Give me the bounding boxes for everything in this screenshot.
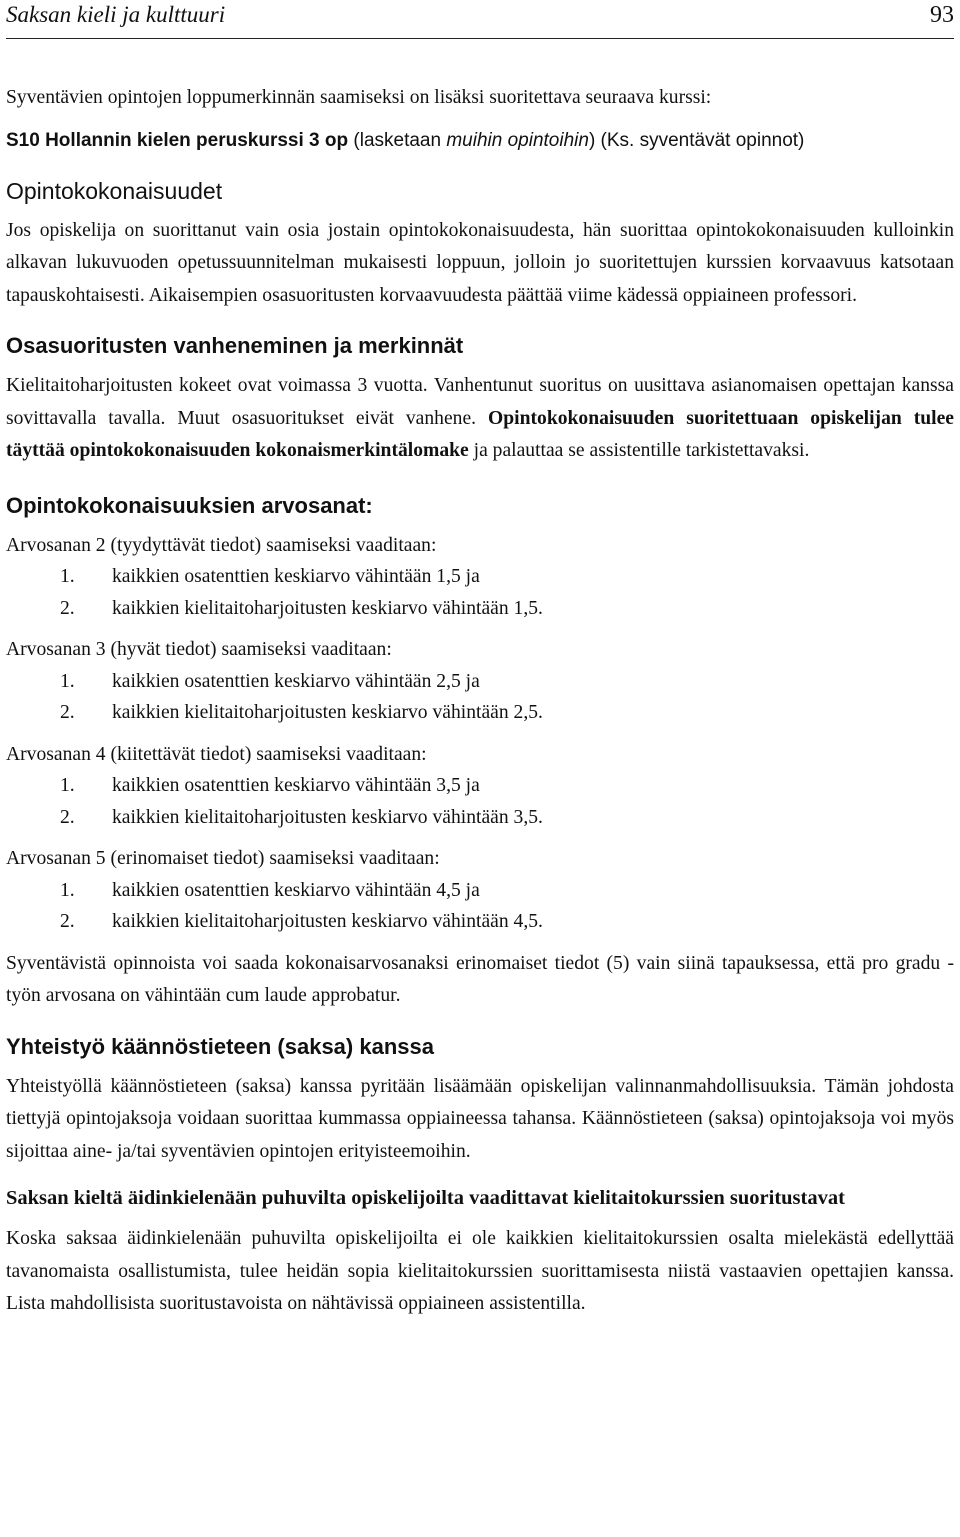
list-item bbox=[6, 802, 954, 834]
grade-head: Arvosanan 4 (kiitettävät tiedot) saamiseksi vaaditaan: bbox=[6, 743, 427, 765]
grade-list bbox=[6, 770, 954, 833]
heading-units: Opintokokonaisuudet bbox=[6, 177, 223, 204]
list-number: 2. bbox=[60, 702, 75, 723]
list-number: 2. bbox=[60, 806, 75, 828]
list-number: 1. bbox=[60, 566, 75, 587]
native-speakers-paragraph: Koska saksaa äidinkielenään puhuvilta opiskelijoilta ei ole kaikkien kielitaitokurssien osalta mielekästä edellyttää tavanomaista osallistumista, tulee heidän sopia kielitaitokurssien suorittamisesta niistä vastaavien opettajien kanssa. Lista mahdollisista suoritustavoista on nähtävissä oppiaineen assistentilla. bbox=[6, 1228, 954, 1314]
heading-cooperation: Yhteistyö käännöstieteen (saksa) kanssa bbox=[6, 1033, 434, 1059]
list-text: kaikkien kielitaitoharjoitusten keskiarvo vähintään 4,5. bbox=[112, 911, 543, 932]
running-header bbox=[6, 0, 954, 39]
list-item bbox=[6, 697, 954, 729]
list-text: kaikkien osatenttien keskiarvo vähintään 2,5 ja bbox=[112, 670, 480, 692]
heading-grades: Opintokokonaisuuksien arvosanat: bbox=[6, 492, 373, 518]
cooperation-paragraph: Yhteistyöllä käännöstieteen (saksa) kanssa pyritään lisäämään opiskelijan valinnanmahdollisuuksia. Tämän johdosta tiettyjä opintojaksoja voidaan suorittaa kummassa oppiaineessa tahansa. Käännöstieteen (saksa) opintojaksoja voi myös sijoittaa aine- ja/tai syventävien opintojen erityisteemoihin. bbox=[6, 1075, 954, 1162]
grade-list bbox=[6, 666, 954, 729]
page-number: 93 bbox=[930, 2, 954, 28]
list-text: kaikkien osatenttien keskiarvo vähintään 1,5 ja bbox=[112, 566, 480, 587]
header-title: Saksan kieli ja kulttuuri bbox=[6, 2, 226, 27]
expiry-text: Kielitaitoharjoitusten kokeet ovat voimassa 3 vuotta. Vanhentunut suoritus on uusittava asianomaisen opettajan kanssa sovittavalla tavalla. Muut osasuoritukset eivät vanhene. bbox=[6, 375, 954, 429]
grades-closing-paragraph: Syventävistä opinnoista voi saada kokonaisarvosanaksi erinomaiset tiedot (5) vain siinä tapauksessa, että pro gradu -työn arvosana on vähintään cum laude approbatur. bbox=[6, 952, 954, 1006]
page-body bbox=[6, 82, 954, 1321]
expiry-tail-text: ja palauttaa se assistentille tarkistettavaksi. bbox=[468, 440, 810, 461]
course-line bbox=[6, 125, 954, 157]
grade-list bbox=[6, 875, 954, 938]
grade-head: Arvosanan 3 (hyvät tiedot) saamiseksi vaaditaan: bbox=[6, 639, 392, 660]
grade-head: Arvosanan 5 (erinomaiset tiedot) saamiseksi vaaditaan: bbox=[6, 848, 440, 869]
grade-list bbox=[6, 561, 954, 624]
grade-block bbox=[6, 739, 954, 834]
list-text: kaikkien kielitaitoharjoitusten keskiarvo vähintään 3,5. bbox=[112, 806, 543, 828]
expiry-bold-text: Opintokokonaisuuden suoritettuaan opiskelijan tulee täyttää opintokokonaisuuden kokonaismerkintälomake bbox=[6, 407, 954, 461]
list-text: kaikkien osatenttien keskiarvo vähintään 4,5 ja bbox=[112, 879, 480, 901]
intro-paragraph: Syventävien opintojen loppumerkinnän saamiseksi on lisäksi suoritettava seuraava kurssi: bbox=[6, 87, 712, 108]
expiry-paragraph bbox=[6, 370, 954, 468]
course-note-open: (lasketaan bbox=[348, 129, 447, 151]
course-name: S10 Hollannin kielen peruskurssi 3 op bbox=[6, 129, 349, 151]
course-note-close: ) (Ks. syventävät opinnot) bbox=[588, 129, 805, 151]
list-item bbox=[6, 561, 954, 593]
grade-block bbox=[6, 530, 954, 625]
grade-head: Arvosanan 2 (tyydyttävät tiedot) saamiseksi vaaditaan: bbox=[6, 534, 437, 556]
list-text: kaikkien kielitaitoharjoitusten keskiarvo vähintään 1,5. bbox=[112, 597, 543, 619]
list-item bbox=[6, 770, 954, 802]
grade-block bbox=[6, 843, 954, 938]
heading-expiry: Osasuoritusten vanheneminen ja merkinnät bbox=[6, 333, 464, 358]
grade-block bbox=[6, 634, 954, 729]
heading-native-speakers: Saksan kieltä äidinkielenään puhuvilta opiskelijoilta vaadittavat kielitaitokurssien suoritustavat bbox=[6, 1187, 845, 1209]
list-item bbox=[6, 906, 954, 938]
units-paragraph: Jos opiskelija on suorittanut vain osia jostain opintokokonaisuudesta, hän suorittaa opintokokonaisuuden kulloinkin alkavan lukuvuoden opetussuunnitelman mukaisesti loppuun, jolloin jo suoritettujen kurssien korvaavuus katsotaan tapauskohtaisesti. Aikaisempien osasuoritusten korvaavuudesta päättää viime kädessä oppiaineen professori. bbox=[6, 219, 954, 306]
list-item bbox=[6, 666, 954, 698]
list-number: 2. bbox=[60, 597, 75, 619]
list-text: kaikkien osatenttien keskiarvo vähintään 3,5 ja bbox=[112, 775, 480, 796]
list-number: 1. bbox=[60, 879, 75, 901]
list-item bbox=[6, 593, 954, 625]
list-item bbox=[6, 875, 954, 907]
list-number: 1. bbox=[60, 670, 75, 692]
list-number: 1. bbox=[60, 775, 75, 796]
course-note-italic: muihin opintoihin bbox=[446, 129, 589, 151]
list-number: 2. bbox=[60, 911, 75, 932]
list-text: kaikkien kielitaitoharjoitusten keskiarvo vähintään 2,5. bbox=[112, 702, 543, 723]
